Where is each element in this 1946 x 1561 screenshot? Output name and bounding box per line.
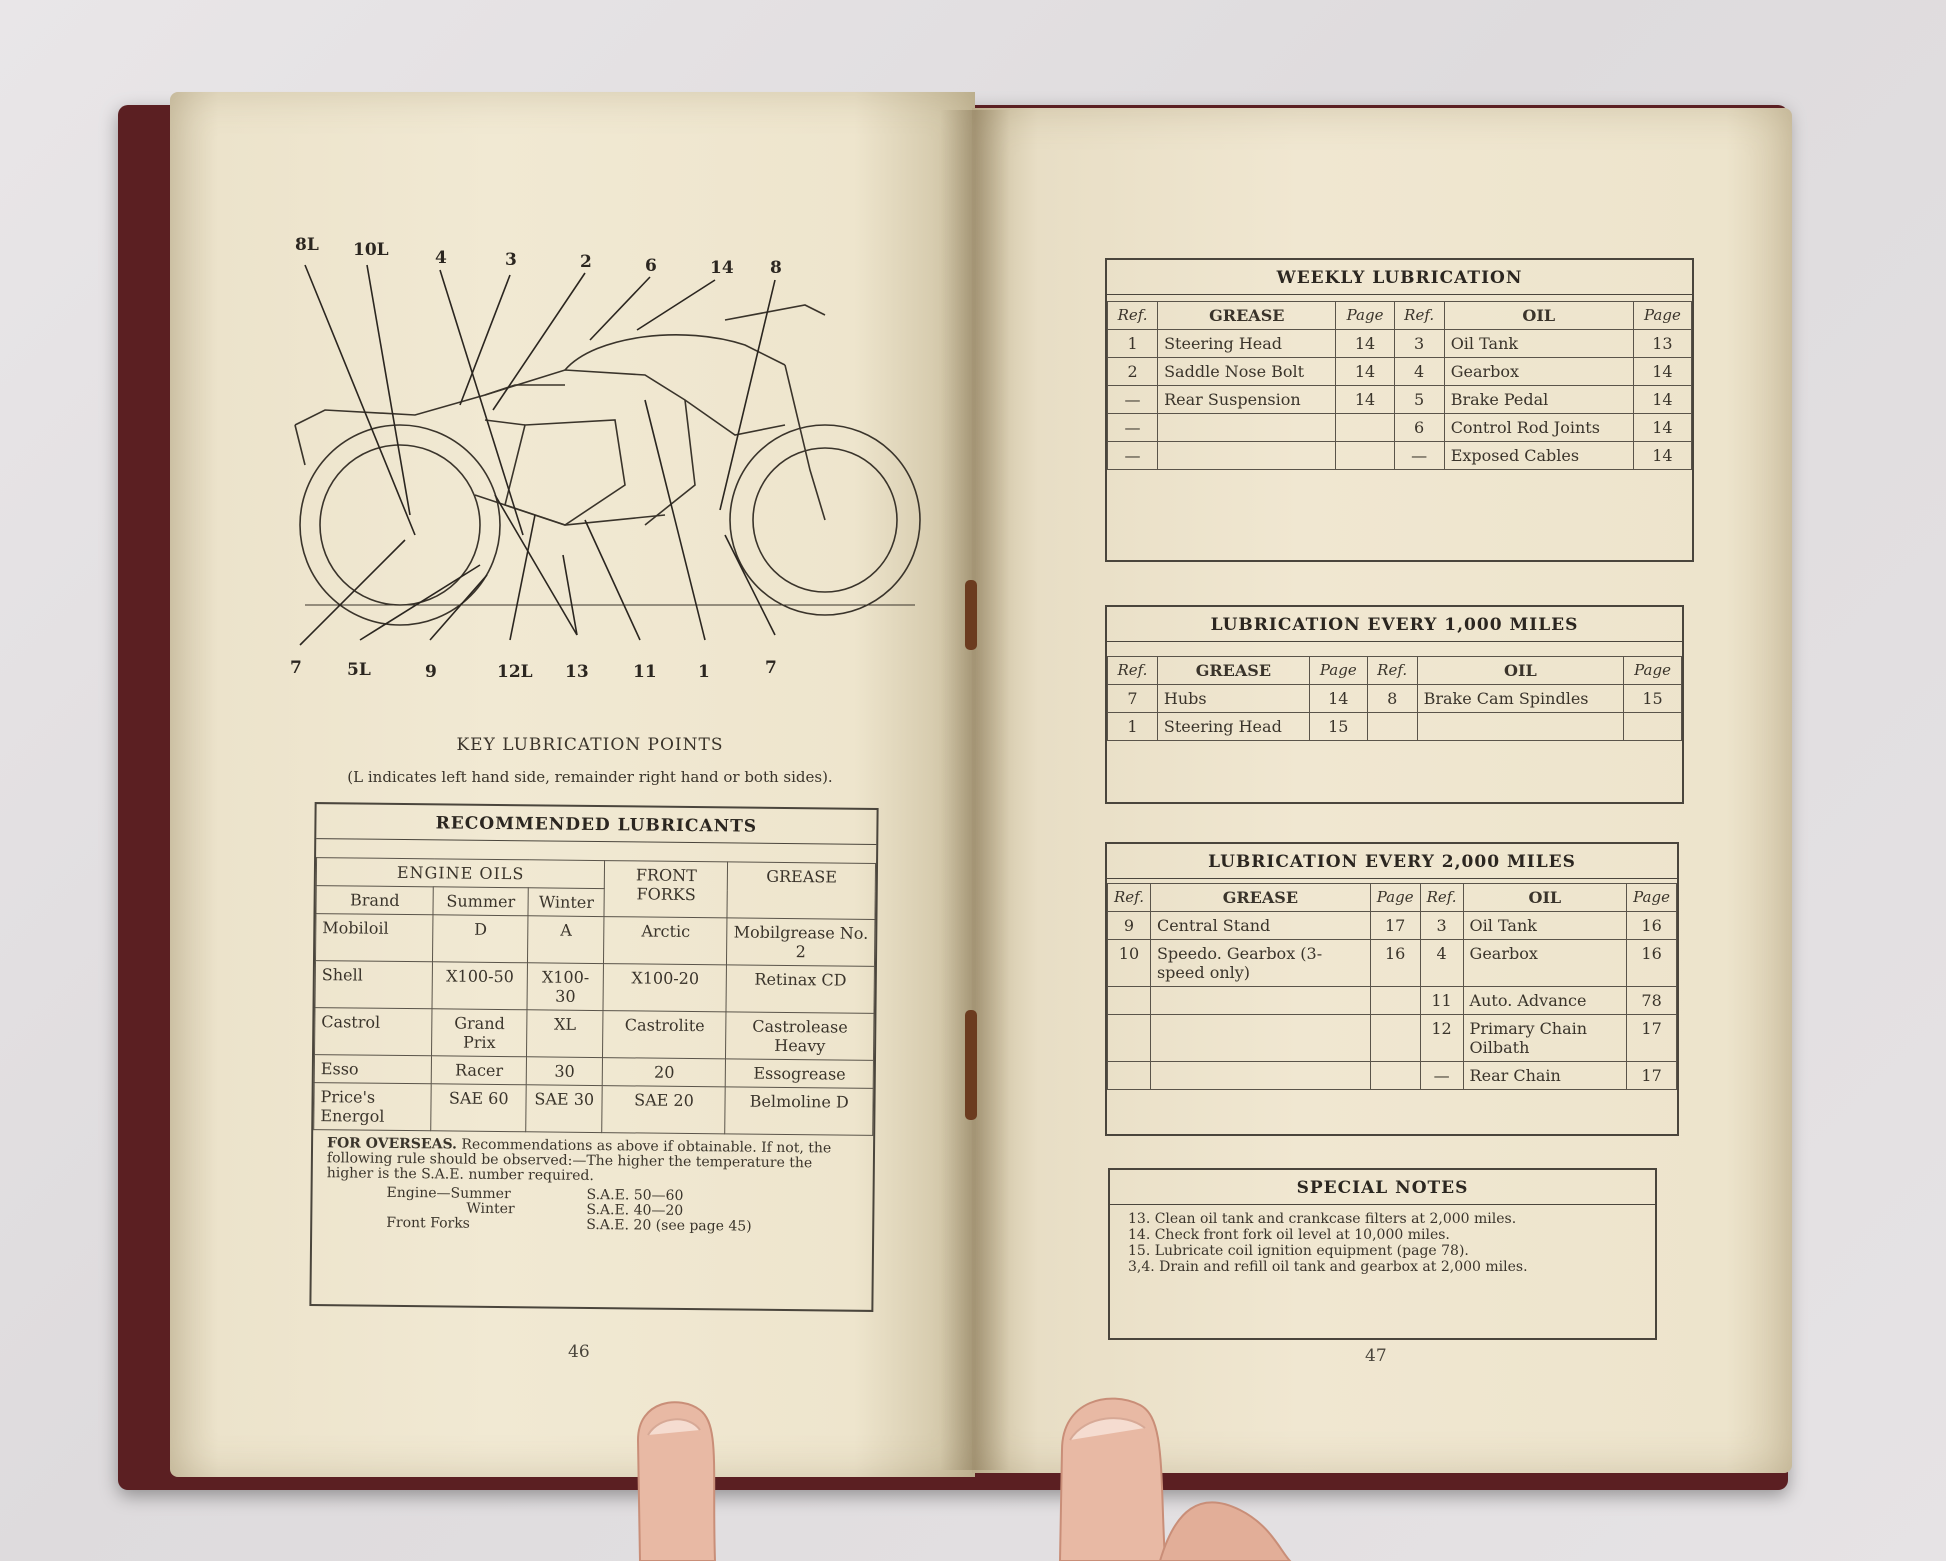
ref-cell: 11	[1420, 987, 1463, 1015]
ref-cell	[1367, 713, 1417, 741]
ref-cell: 7	[1108, 685, 1158, 713]
winter-value: S.A.E. 40—20	[586, 1201, 684, 1219]
grease-cell	[1150, 1062, 1370, 1090]
ref-cell: —	[1420, 1062, 1463, 1090]
ref-cell: 3	[1420, 912, 1463, 940]
page-cell	[1336, 414, 1394, 442]
page-cell	[1336, 442, 1394, 470]
recommended-lubricants-box	[309, 802, 878, 1312]
page-header: Page	[1309, 657, 1367, 685]
forks-cell: Arctic	[604, 917, 727, 965]
ref-cell	[1108, 987, 1151, 1015]
page-cell	[1370, 1062, 1420, 1090]
summer-cell: Racer	[432, 1056, 527, 1085]
table-row	[1108, 442, 1692, 470]
staple-bottom	[965, 1060, 977, 1120]
label-14: 14	[710, 258, 734, 278]
forks-value: S.A.E. 20 (see page 45)	[586, 1216, 752, 1235]
overseas-text: Recommendations as above if obtainable. If not, the following rule should be observed:—The higher the temperature the higher is the S.A.E. number required.	[326, 1136, 832, 1185]
winter-cell: 30	[526, 1057, 603, 1086]
page-cell: 14	[1336, 330, 1394, 358]
every-2000-title: LUBRICATION EVERY 2,000 MILES	[1107, 844, 1677, 879]
ref-cell: 1	[1108, 713, 1158, 741]
ref-cell: 2	[1108, 358, 1158, 386]
grease-cell: Essogrease	[726, 1059, 874, 1089]
page-cell: 14	[1633, 358, 1691, 386]
grease-header: GREASE	[1157, 657, 1309, 685]
label-5L: 5L	[347, 660, 371, 680]
ref-cell: —	[1108, 442, 1158, 470]
ref-cell: 6	[1394, 414, 1444, 442]
winter-cell: XL	[527, 1010, 604, 1058]
grease-cell: Retinax CD	[726, 965, 874, 1014]
forks-cell: SAE 20	[602, 1086, 725, 1134]
winter-cell: A	[527, 916, 604, 964]
label-13: 13	[565, 662, 589, 682]
page-cell: 13	[1633, 330, 1691, 358]
special-notes-title: SPECIAL NOTES	[1110, 1170, 1655, 1205]
motorcycle-drawing	[265, 225, 945, 685]
special-note-item: 15. Lubricate coil ignition equipment (page 78).	[1128, 1243, 1469, 1259]
page-header: Page	[1336, 302, 1394, 330]
grease-cell	[1150, 1015, 1370, 1062]
page-cell: 15	[1624, 685, 1682, 713]
table-row	[315, 961, 874, 1014]
engine-summer-value: S.A.E. 50—60	[586, 1186, 684, 1204]
ref-header: Ref.	[1108, 884, 1151, 912]
motorcycle-lubrication-diagram	[265, 225, 945, 685]
special-note-item: 13. Clean oil tank and crankcase filters at 2,000 miles.	[1128, 1211, 1517, 1227]
ref-cell: 8	[1367, 685, 1417, 713]
oil-cell	[1417, 713, 1624, 741]
lubricants-table	[313, 857, 876, 1136]
page-header: Page	[1633, 302, 1691, 330]
book-gutter	[940, 110, 1010, 1470]
page-header: Page	[1627, 884, 1677, 912]
brand-header: Brand	[316, 886, 434, 915]
lubrication-2000-miles-box	[1105, 842, 1679, 1136]
table-row	[1108, 1015, 1677, 1062]
ref-cell: —	[1108, 414, 1158, 442]
grease-cell: Belmoline D	[725, 1087, 873, 1136]
label-7-left: 7	[290, 658, 302, 678]
front-forks-header: FRONT FORKS	[604, 861, 727, 918]
ref-cell: 4	[1394, 358, 1444, 386]
grease-cell: Steering Head	[1157, 713, 1309, 741]
oil-cell: Rear Chain	[1463, 1062, 1627, 1090]
grease-header: GREASE	[1150, 884, 1370, 912]
brand-cell: Esso	[314, 1055, 432, 1084]
overseas-heading: FOR OVERSEAS.	[326, 1135, 458, 1153]
table-row	[1108, 987, 1677, 1015]
page-cell: 17	[1627, 1062, 1677, 1090]
page-header: Page	[1624, 657, 1682, 685]
forks-cell: X100-20	[603, 964, 726, 1012]
page-cell: 16	[1370, 940, 1420, 987]
page-header: Page	[1370, 884, 1420, 912]
ref-cell	[1108, 1015, 1151, 1062]
engine-oils-header: ENGINE OILS	[316, 858, 605, 889]
label-7-right: 7	[765, 658, 777, 678]
page-cell: 14	[1309, 685, 1367, 713]
grease-cell	[1150, 987, 1370, 1015]
page-cell: 14	[1633, 386, 1691, 414]
label-10L: 10L	[353, 240, 389, 260]
staple-top	[965, 580, 977, 650]
brand-cell: Price's Energol	[314, 1083, 432, 1131]
oil-header: OIL	[1417, 657, 1624, 685]
page-cell: 14	[1336, 358, 1394, 386]
every-1000-title: LUBRICATION EVERY 1,000 MILES	[1107, 607, 1682, 642]
table-row	[1108, 358, 1692, 386]
ref-header: Ref.	[1108, 302, 1158, 330]
ref-header: Ref.	[1367, 657, 1417, 685]
page-cell: 16	[1627, 912, 1677, 940]
page-cell	[1370, 987, 1420, 1015]
page-cell	[1624, 713, 1682, 741]
oil-cell: Exposed Cables	[1444, 442, 1633, 470]
grease-cell	[1158, 442, 1336, 470]
grease-cell: Mobilgrease No. 2	[727, 918, 875, 967]
ref-header: Ref.	[1420, 884, 1463, 912]
lubricants-title: RECOMMENDED LUBRICANTS	[316, 804, 876, 845]
label-3: 3	[505, 250, 517, 270]
oil-cell: Oil Tank	[1444, 330, 1633, 358]
weekly-table	[1107, 301, 1692, 470]
special-note-item: 3,4. Drain and refill oil tank and gearbox at 2,000 miles.	[1128, 1259, 1528, 1275]
oil-cell: Control Rod Joints	[1444, 414, 1633, 442]
grease-header: GREASE	[727, 862, 875, 920]
grease-cell: Saddle Nose Bolt	[1158, 358, 1336, 386]
label-8: 8	[770, 258, 782, 278]
page-cell	[1370, 1015, 1420, 1062]
diagram-caption-subtitle: (L indicates left hand side, remainder right hand or both sides).	[347, 768, 833, 786]
table-row	[1108, 713, 1682, 741]
forks-cell: Castrolite	[603, 1011, 726, 1059]
oil-cell: Primary Chain Oilbath	[1463, 1015, 1627, 1062]
ref-cell: 3	[1394, 330, 1444, 358]
ref-header: Ref.	[1394, 302, 1444, 330]
oil-cell: Gearbox	[1463, 940, 1627, 987]
grease-cell: Hubs	[1157, 685, 1309, 713]
page-cell: 16	[1627, 940, 1677, 987]
label-6: 6	[645, 256, 657, 276]
every-1000-table	[1107, 656, 1682, 741]
label-1: 1	[698, 662, 710, 682]
table-row	[314, 1083, 873, 1136]
weekly-lubrication-box	[1105, 258, 1694, 562]
hand-fingers	[600, 1360, 1300, 1561]
page-number-right: 47	[1365, 1346, 1387, 1366]
table-row	[1108, 386, 1692, 414]
special-notes-box	[1108, 1168, 1657, 1340]
grease-header: GREASE	[1158, 302, 1336, 330]
brand-cell: Shell	[315, 961, 433, 1009]
brand-cell: Castrol	[315, 1008, 433, 1056]
ref-header: Ref.	[1108, 657, 1158, 685]
winter-label: Winter	[466, 1200, 515, 1218]
label-4: 4	[435, 248, 447, 268]
page-cell: 14	[1633, 442, 1691, 470]
brand-cell: Mobiloil	[315, 914, 433, 962]
engine-summer-label: Engine—Summer	[386, 1184, 511, 1203]
grease-cell: Speedo. Gearbox (3-speed only)	[1150, 940, 1370, 987]
grease-cell: Steering Head	[1158, 330, 1336, 358]
ref-cell: —	[1394, 442, 1444, 470]
table-row	[1108, 940, 1677, 987]
forks-cell: 20	[603, 1058, 726, 1087]
label-2: 2	[580, 252, 592, 272]
every-2000-table	[1107, 883, 1677, 1090]
ref-cell: 9	[1108, 912, 1151, 940]
page-number-left: 46	[568, 1342, 590, 1362]
weekly-title: WEEKLY LUBRICATION	[1107, 260, 1692, 295]
label-8L: 8L	[295, 235, 319, 255]
ref-cell	[1108, 1062, 1151, 1090]
oil-header: OIL	[1444, 302, 1633, 330]
page-cell: 17	[1627, 1015, 1677, 1062]
oil-cell: Brake Cam Spindles	[1417, 685, 1624, 713]
grease-cell: Central Stand	[1150, 912, 1370, 940]
summer-cell: Grand Prix	[432, 1009, 527, 1057]
table-row	[1108, 912, 1677, 940]
ref-cell: 10	[1108, 940, 1151, 987]
ref-cell: —	[1108, 386, 1158, 414]
winter-cell: X100-30	[527, 963, 604, 1011]
page-cell: 78	[1627, 987, 1677, 1015]
label-9: 9	[425, 662, 437, 682]
diagram-caption-title: KEY LUBRICATION POINTS	[456, 735, 724, 755]
label-11: 11	[633, 662, 657, 682]
table-row	[1108, 1062, 1677, 1090]
oil-cell: Brake Pedal	[1444, 386, 1633, 414]
forks-label: Front Forks	[386, 1214, 471, 1232]
special-note-item: 14. Check front fork oil level at 10,000 miles.	[1128, 1227, 1450, 1243]
oil-cell: Auto. Advance	[1463, 987, 1627, 1015]
page-cell: 14	[1633, 414, 1691, 442]
table-row	[315, 1008, 874, 1061]
page-cell: 14	[1336, 386, 1394, 414]
page-cell: 17	[1370, 912, 1420, 940]
summer-cell: D	[433, 915, 528, 963]
table-row	[1108, 330, 1692, 358]
winter-cell: SAE 30	[526, 1085, 603, 1133]
grease-cell	[1158, 414, 1336, 442]
summer-cell: X100-50	[432, 962, 527, 1010]
table-row	[1108, 685, 1682, 713]
label-12L: 12L	[497, 662, 533, 682]
ref-cell: 4	[1420, 940, 1463, 987]
grease-cell: Rear Suspension	[1158, 386, 1336, 414]
oil-cell: Gearbox	[1444, 358, 1633, 386]
oil-header: OIL	[1463, 884, 1627, 912]
grease-cell: Castrolease Heavy	[726, 1012, 874, 1061]
ref-cell: 5	[1394, 386, 1444, 414]
overseas-note	[312, 1130, 873, 1242]
table-row	[1108, 414, 1692, 442]
lubrication-1000-miles-box	[1105, 605, 1684, 804]
summer-cell: SAE 60	[431, 1084, 526, 1132]
oil-cell: Oil Tank	[1463, 912, 1627, 940]
page-cell: 15	[1309, 713, 1367, 741]
table-row	[315, 914, 874, 967]
winter-header: Winter	[528, 888, 605, 917]
ref-cell: 12	[1420, 1015, 1463, 1062]
ref-cell: 1	[1108, 330, 1158, 358]
summer-header: Summer	[433, 887, 528, 916]
